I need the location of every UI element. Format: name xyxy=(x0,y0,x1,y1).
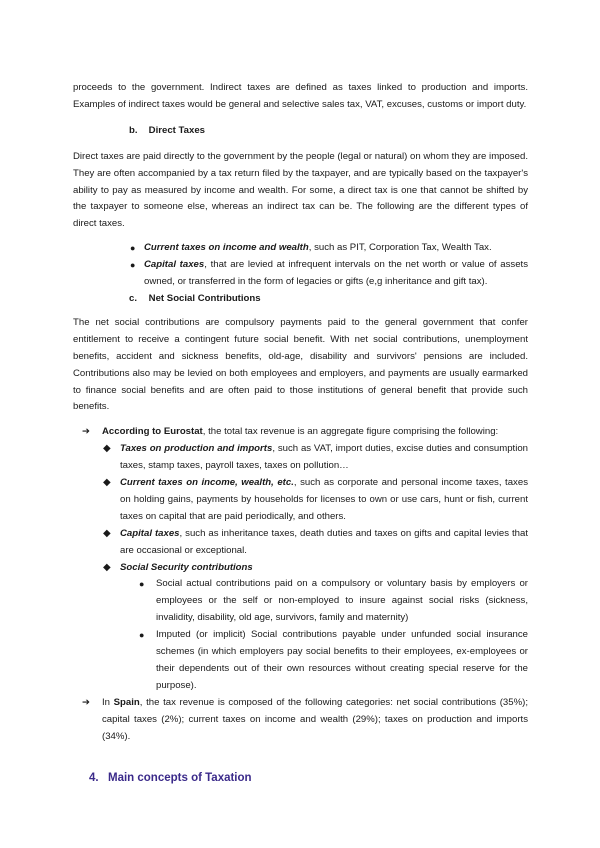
list-item xyxy=(73,257,528,291)
item-title: Current taxes on income and wealth xyxy=(144,242,309,254)
section-c-body: The net social contributions are compulsory payments paid to the general government that confer entitlement to receive a contingent future social benefit. With net social contributions, unemployment benefits, accident and sickness benefits, old-age, disability and survivors' pensions are included. Contributions also may be levied on both employees and employers, and payments are usually earmarked to finance social benefits and are often paid to those institutions of general benefit that provide such benefits. xyxy=(73,316,528,413)
section-b-label: b. xyxy=(129,124,138,136)
bullet-icon: ● xyxy=(139,579,145,590)
diamond-icon: ◆ xyxy=(103,443,111,455)
spain-item xyxy=(73,695,528,746)
list-item xyxy=(73,576,528,627)
item-text: , such as inheritance taxes, death duties and taxes on gifts and capital levies that are occasional or exceptional. xyxy=(120,527,528,556)
eurostat-list xyxy=(73,441,528,576)
eurostat-block xyxy=(73,424,528,745)
item-text: , such as VAT, import duties, excise duties and consumption taxes, stamp taxes, payroll taxes, taxes on pollution… xyxy=(120,443,528,472)
section-c-label: c. xyxy=(129,292,138,304)
bullet-icon: ● xyxy=(139,630,145,641)
item-title: Taxes on production and imports xyxy=(120,443,273,455)
list-item xyxy=(73,240,528,257)
direct-tax-list xyxy=(73,240,528,291)
diamond-icon: ◆ xyxy=(103,527,111,539)
heading-number: 4. xyxy=(89,771,99,784)
intro-paragraph: proceeds to the government. Indirect taxes are defined as taxes linked to production and imports. Examples of indirect taxes would be general and selective sales tax, VAT, excuses, customs or import duty. xyxy=(73,82,528,110)
document-page xyxy=(73,80,528,786)
social-security-sublist xyxy=(73,576,528,694)
item-title: Capital taxes xyxy=(120,527,180,539)
diamond-icon: ◆ xyxy=(103,561,111,573)
list-item xyxy=(73,627,528,695)
list-item xyxy=(73,441,528,475)
item-text: , such as corporate and personal income taxes, taxes on holding gains, payments by households for licenses to own or use cars, hunt or fish, current taxes on capital that are paid periodically, and others. xyxy=(120,477,528,522)
item-text: Imputed (or implicit) Social contributions payable under unfunded social insurance schemes (in which employers pay social benefits to their employees, ex-employees or their dependents out of their own resources without creating special reserve for the purpose). xyxy=(156,629,528,691)
item-text: , such as PIT, Corporation Tax, Wealth Tax. xyxy=(308,242,492,254)
eurostat-item xyxy=(73,424,528,441)
spain-text: , the tax revenue is composed of the following categories: net social contributions (35%); capital taxes (2%); current taxes on income and wealth (29%); taxes on production and imports (34%). xyxy=(102,696,528,742)
item-title: Social Security contributions xyxy=(120,561,253,573)
arrow-icon: ➔ xyxy=(82,426,91,438)
arrow-icon: ➔ xyxy=(82,696,91,708)
bullet-icon: ● xyxy=(130,243,136,254)
section-b-heading xyxy=(129,123,528,140)
section-4-heading xyxy=(73,770,528,787)
section-c-heading xyxy=(129,291,528,308)
item-text: , that are levied at infrequent intervals on the net worth or value of assets owned, or transferred in the form of legacies or gifts (e,g inheritance and gift tax). xyxy=(144,259,528,288)
section-c-title: Net Social Contributions xyxy=(148,292,261,304)
item-title: Current taxes on income, wealth, etc. xyxy=(120,477,294,489)
eurostat-title: According to Eurostat xyxy=(102,426,203,438)
list-item xyxy=(73,560,528,577)
spain-title: Spain xyxy=(113,696,140,708)
section-b-title: Direct Taxes xyxy=(148,124,206,136)
eurostat-text: , the total tax revenue is an aggregate figure comprising the following: xyxy=(202,426,499,438)
item-title: Capital taxes xyxy=(144,259,205,271)
item-text: Social actual contributions paid on a compulsory or voluntary basis by employers or employees or the self or non-employed to insure against social risks (sickness, invalidity, disability, old age, survivors, family and maternity) xyxy=(156,578,528,624)
list-item xyxy=(73,526,528,560)
list-item xyxy=(73,475,528,526)
bullet-icon: ● xyxy=(130,260,136,271)
section-b-body: Direct taxes are paid directly to the government by the people (legal or natural) on whom they are imposed. They are often accompanied by a tax return filed by the taxpayer, and are typically based on the taxpayer's ability to pay as measured by income and wealth. For some, a direct tax is one that cannot be shifted by the taxpayer to someone else, whereas an indirect tax can be. The following are the different types of direct taxes. xyxy=(73,150,528,230)
diamond-icon: ◆ xyxy=(103,477,111,489)
spain-pre: In xyxy=(102,696,114,708)
heading-title: Main concepts of Taxation xyxy=(108,771,252,784)
